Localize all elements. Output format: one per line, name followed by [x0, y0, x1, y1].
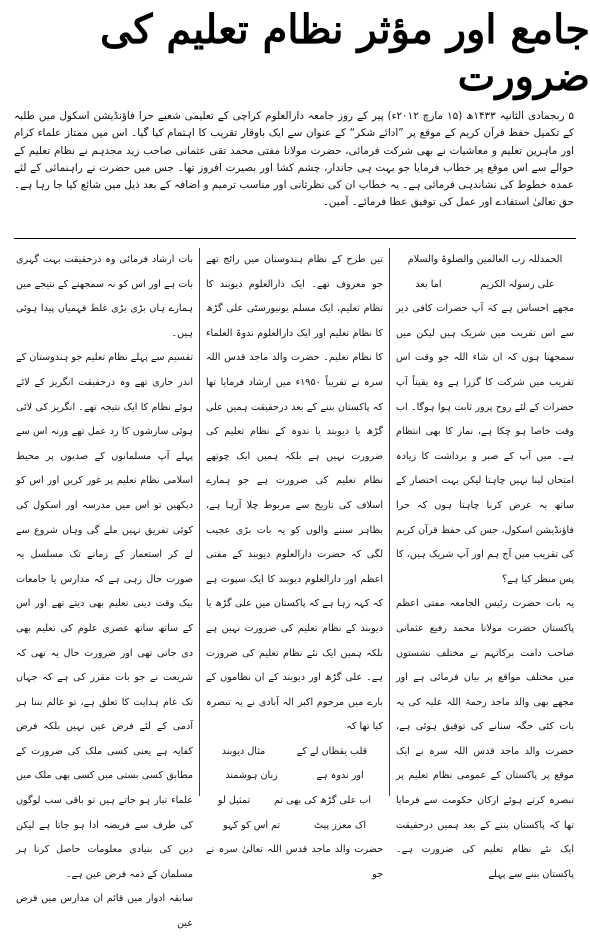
article-columns — [10, 248, 580, 930]
verse-3a: اب علی گڑھ کی بھی تم — [273, 795, 372, 807]
verse-1b: مثال دیوبند — [221, 745, 266, 757]
opening-line: الحمدللہ رب العالمین والصلوۃ والسلام — [407, 254, 563, 265]
divider-rule — [14, 238, 576, 239]
opening-line-2 — [396, 273, 574, 298]
opening-line-2a: علی رسولہ الکریم — [480, 278, 555, 290]
left-paragraph-2: تقسیم سے پہلے نظام تعلیم جو ہندوستان کے اندر جاری تھے وہ درحقیقت انگریز کے لائے ہوئے نظام کا ایک نتیجہ تھے۔ انگریز کی لائی ہوئی سازشوں کا رد عمل تھے ورنہ اس سے پہلے آپ مسلمانوں کے صدیوں پر محیط اسلامی نظام تعلیم پر غور کریں اور اس کو دیکھیں تو اس میں مدرسہ اور اسکول کی کوئی تفریق نہیں ملے گی وہاں شروع سے لے کر استعمار کے زمانے تک مسلسل یہ صورت حال رہی ہے کہ مدارس یا جامعات بیک وقت دینی تعلیم بھی دیتے تھے اور اس کے ساتھ ساتھ عصری علوم کی تعلیم بھی دی جاتی تھی اور ضرورت حال یہ تھی کہ شریعت نے جو بات مقرر کی ہے کہ جہاں تک عام ہدایت کا تعلق ہے، تو عالم بننا ہر آدمی کے لئے فرض عین نہیں بلکہ فرض کفایہ ہے یعنی کسی ملک کی ضرورت کے مطابق کسی بستی میں کسی بھی ملک میں علماء تیار ہو جاتے ہیں تو باقی سب لوگوں کی طرف سے فریضہ ادا ہو جاتا ہے لیکن دین کی بنیادی معلومات حاصل کرنا ہر مسلمان کے ذمہ فرض عین ہے۔ — [16, 352, 193, 880]
poem-verse-4 — [206, 814, 383, 839]
column-middle — [200, 248, 390, 880]
left-paragraph-3: سابقہ ادوار میں قائم ان مدارس میں فرض عین — [16, 893, 193, 930]
middle-paragraph-2: حضرت والد ماجد قدس اللہ تعالیٰ سرہ نے جو — [206, 844, 383, 880]
column-right — [390, 248, 580, 880]
opening-line-2b: اما بعد — [415, 278, 442, 290]
column-left — [10, 248, 200, 930]
poem-verse-3 — [206, 789, 383, 814]
article-title-text: جامع اور مؤثر نظام تعلیم کی ضرورت — [100, 6, 590, 100]
left-paragraph-1: بات ارشاد فرمائی وہ درحقیقت بہت گہری بات ہے اور اس کو نہ سمجھنے کے نتیجے میں ہمارے ہاں بڑی بڑی غلط فہمیاں پیدا ہوئی ہیں۔ — [16, 254, 193, 339]
article-intro — [14, 108, 574, 212]
verse-2b: زبان ہوشمند — [225, 770, 278, 782]
verse-2a: اور ندوہ ہے — [316, 770, 364, 782]
intro-paragraph: ۵ ربجمادی الثانیہ ۱۴۳۳ھ (۱۵ مارچ ۲۰۱۲ء) پیر کے روز جامعہ دارالعلوم کراچی کے تعلیمی شعبے حرا فاؤنڈیشن اسکول میں طلبہ کے تکمیل حفظ قرآن کریم کے موقع پر ”ادائے شکر“ کے عنوان سے ایک باوقار تقریب کا اہتمام کیا گیا۔ اس میں ممتاز علماء کرام اور ماہرین تعلیم و معاشیات نے بھی شرکت فرمائی، حضرت مولانا مفتی محمد تقی عثمانی صاحب زید مجدہم نے نظام تعلیم کے حوالے سے اس موقع پر خطاب فرمایا جو بہت ہی جاندار، چشم کشا اور بصیرت افروز تھا۔ جس میں حضرت نے راہنمائی کے لئے عمدہ خطوط کی نشاندہی فرمائی ہے۔ یہ خطاب ان کی نظرثانی اور مناسب ترمیم و اضافہ کے بعد ذیل میں شائع کیا جا رہا ہے۔ حق تعالیٰ استفادے اور عمل کی توفیق عطا فرمائے۔ آمین۔ — [14, 110, 574, 209]
right-paragraph-2: یہ بات حضرت رئیس الجامعہ مفتی اعظم پاکستان حضرت مولانا محمد رفیع عثمانی صاحب دامت برکاتہم نے مختلف نشستوں میں مختلف مواقع پر بیان فرمائی ہے اور مجھے بھی والد ماجد رحمۃ اللہ علیہ کی یہ بات کئی جگہ سنانے کی توفیق ہوئی ہے، حضرت والد ماجد قدس اللہ سرہ نے ایک موقع پر پاکستان کے عمومی نظام تعلیم پر تبصرہ کرتے ہوئے ارکان حکومت سے فرمایا تھا کہ پاکستان بننے کے بعد ہمیں درحقیقت ایک نئے نظام تعلیم کی ضرورت ہے۔ پاکستان بننے سے پہلے — [396, 598, 574, 880]
verse-4a: اک معزز پیٹ — [314, 819, 367, 831]
verse-3b: تمثیل لو — [217, 795, 251, 807]
middle-paragraph-1: تین طرح کے نظام ہندوستان میں رائج تھے جو معروف تھے۔ ایک دارالعلوم دیوبند کا نظام تعلیم، ایک مسلم یونیورسٹی علی گڑھ کا نظام تعلیم اور ایک دارالعلوم ندوۃ العلماء کا نظام تعلیم۔ حضرت والد ماجد قدس اللہ سرہ نے تقریباً ۱۹۵۰ء میں ارشاد فرمایا تھا کہ پاکستان بننے کے بعد درحقیقت ہمیں علی گڑھ یا دیوبند یا ندوہ کے نظام تعلیم کی ضرورت نہیں ہے بلکہ ہمیں ایک چوتھے نظام تعلیم کی ضرورت ہے جو ہمارے اسلاف کی تاریخ سے مربوط چلا آرہا ہے، بظاہر سننے والوں کو یہ بات بڑی عجیب لگی کہ حضرت دارالعلوم دیوبند کے مفتی اعظم اور دارالعلوم دیوبند کا ایک سپوت ہے کہ کہہ رہا ہے کہ پاکستان میں علی گڑھ یا دیوبند کے نظام تعلیم کی ضرورت نہیں ہے بلکہ ہمیں ایک نئے نظام تعلیم کی ضرورت ہے۔ علی گڑھ اور دیوبند کے ان نظاموں کے بارے میں مرحوم اکبر الہ آبادی نے یہ تبصرہ کیا تھا کہ — [206, 254, 383, 733]
poem-verse-1 — [206, 740, 383, 765]
poem-verse-2 — [206, 764, 383, 789]
verse-4b: تم اس کو کہو — [222, 819, 281, 831]
article-title — [0, 6, 590, 100]
verse-1a: قلب یقظاں لے کے — [296, 745, 368, 757]
right-paragraph-1: مجھے احساس ہے کہ آپ حضرات کافی دیر سے اس تقریب میں شریک ہیں لیکن میں سمجھتا ہوں کہ ان شاء اللہ جو وقت اس تقریب میں شرکت کا گزرا ہے وہ یقیناً آپ حضرات کے لئے روح پرور ثابت ہوا ہوگا۔ اب وقت خاصا ہو چکا ہے، نماز کا بھی انتظام ہے۔ میں آپ کے صبر و برداشت کا زیادہ امتحان لینا نہیں چاہتا لیکن بہت اختصار کے ساتھ یہ عرض کرنا چاہتا ہوں کہ حرا فاؤنڈیشن اسکول، جس کی حفظ قرآن کریم کی تقریب میں آج ہم اور آپ شریک ہیں، کا پس منظر کیا ہے؟ — [396, 303, 574, 585]
